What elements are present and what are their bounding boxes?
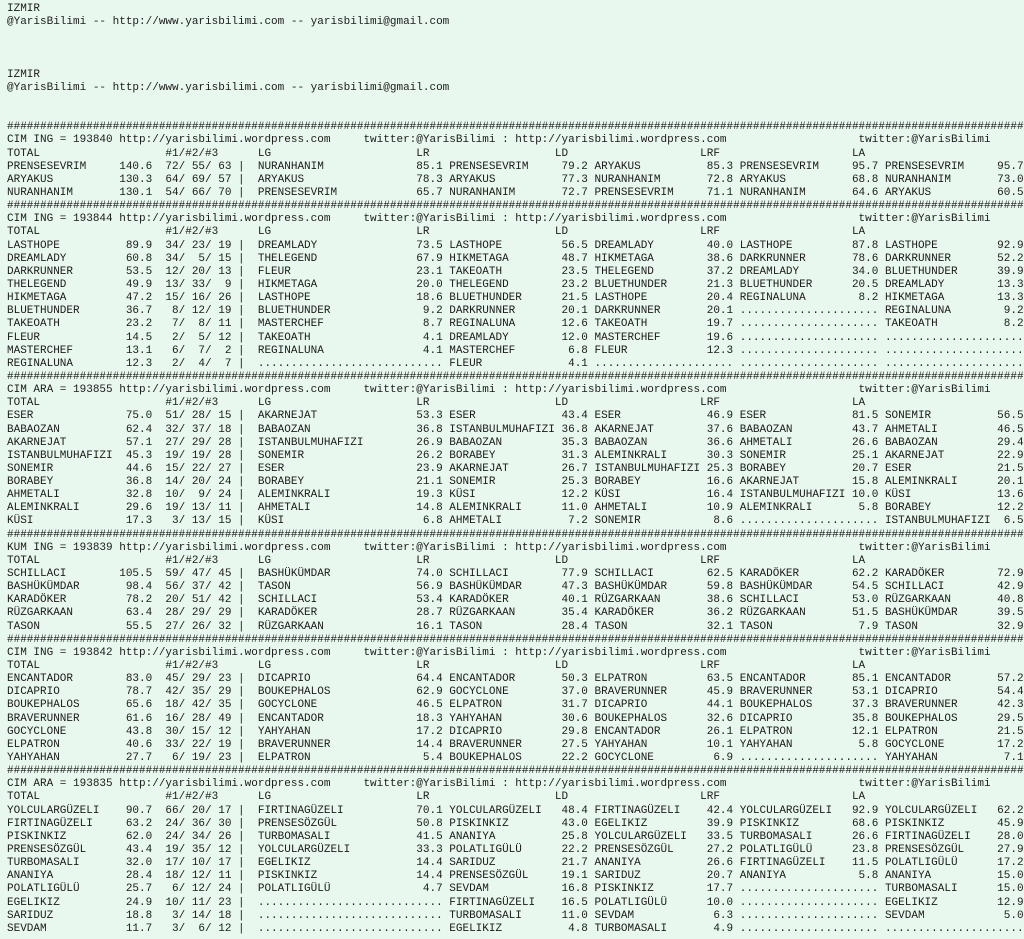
- stats-row: PISKINKIZ 62.0 24/ 34/ 26 | TURBOMASALI 41.5 ANANIYA 25.8 YOLCULARGÜZELI 33.5 TURBOMASALI 26.6 FIRTINAGÜZELI 28.0: [7, 830, 1024, 843]
- stats-row: PRENSESEVRIM 140.6 72/ 55/ 63 | NURANHANIM 85.1 PRENSESEVRIM 79.2 ARYAKUS 85.3 PRENSESEVRIM 95.7 PRENSESEVRIM 95.7: [7, 160, 1024, 173]
- stats-row: EGELIKIZ 24.9 10/ 11/ 23 | ............................ FIRTINAGÜZELI 16.5 POLATLIGÜLÜ 10.0 ..................... EGELIKIZ 12.9: [7, 896, 1024, 909]
- blank-line: [7, 95, 1024, 108]
- section-title: CIM ING = 193844 http://yarisbilimi.wordpress.com twitter:@YarisBilimi : http://yarisbilimi.wordpress.com twitter:@YarisBilimi: [7, 213, 991, 226]
- stats-row: GOCYCLONE 43.8 30/ 15/ 12 | YAHYAHAN 17.2 DICAPRIO 29.8 ENCANTADOR 26.1 ELPATRON 12.1 ELPATRON 21.5: [7, 725, 1024, 738]
- blank-line: [7, 42, 1024, 55]
- section-separator: ##########################################################################################################################################################: [7, 765, 1024, 778]
- stats-row: BOUKEPHALOS 65.6 18/ 42/ 35 | GOCYCLONE 46.5 ELPATRON 31.7 DICAPRIO 44.1 BOUKEPHALOS 37.3 BRAVERUNNER 42.3: [7, 699, 1024, 712]
- blank-line: [7, 108, 1024, 121]
- stats-row: ELPATRON 40.6 33/ 22/ 19 | BRAVERUNNER 14.4 BRAVERUNNER 27.5 YAHYAHAN 10.1 YAHYAHAN 5.8 GOCYCLONE 17.2: [7, 738, 1024, 751]
- column-header-row: TOTAL #1/#2/#3 LG LR LD LRF LA: [7, 226, 866, 239]
- stats-row: ENCANTADOR 83.0 45/ 29/ 23 | DICAPRIO 64.4 ENCANTADOR 50.3 ELPATRON 63.5 ENCANTADOR 85.1 ENCANTADOR 57.2: [7, 673, 1024, 686]
- sections-container: [7, 121, 1024, 936]
- stats-row: SEVDAM 11.7 3/ 6/ 12 | ............................ EGELIKIZ 4.8 TURBOMASALI 4.9 ..................... .....................: [7, 922, 1024, 935]
- stats-row: ESER 75.0 51/ 28/ 15 | AKARNEJAT 53.3 ESER 43.4 ESER 46.9 ESER 81.5 SONEMIR 56.5: [7, 410, 1024, 423]
- column-header-row: TOTAL #1/#2/#3 LG LR LD LRF LA: [7, 554, 866, 567]
- stats-row: KÜSI 17.3 3/ 13/ 15 | KÜSI 6.8 AHMETALI 7.2 SONEMIR 8.6 ..................... ISTANBULMUHAFIZI 6.5: [7, 515, 1024, 528]
- section-separator: ##########################################################################################################################################################: [7, 370, 1024, 383]
- stats-row: DICAPRIO 78.7 42/ 35/ 29 | BOUKEPHALOS 62.9 GOCYCLONE 37.0 BRAVERUNNER 45.9 BRAVERUNNER 53.1 DICAPRIO 54.4: [7, 686, 1024, 699]
- column-header-row: TOTAL #1/#2/#3 LG LR LD LRF LA: [7, 660, 866, 673]
- stats-row: LASTHOPE 89.9 34/ 23/ 19 | DREAMLADY 73.5 LASTHOPE 56.5 DREAMLADY 40.0 LASTHOPE 87.8 LASTHOPE 92.9: [7, 239, 1024, 252]
- stats-row: TURBOMASALI 32.0 17/ 10/ 17 | EGELIKIZ 14.4 SARIDUZ 21.7 ANANIYA 26.6 FIRTINAGÜZELI 11.5 POLATLIGÜLÜ 17.2: [7, 857, 1024, 870]
- stats-row: THELEGEND 49.9 13/ 33/ 9 | HIKMETAGA 20.0 THELEGEND 23.2 BLUETHUNDER 21.3 BLUETHUNDER 20.5 DREAMLADY 13.3: [7, 278, 1024, 291]
- stats-row: DARKRUNNER 53.5 12/ 20/ 13 | FLEUR 23.1 TAKEOATH 23.5 THELEGEND 37.2 DREAMLADY 34.0 BLUETHUNDER 39.9: [7, 265, 1024, 278]
- stats-row: FLEUR 14.5 2/ 5/ 12 | TAKEOATH 4.1 DREAMLADY 12.0 MASTERCHEF 19.6 ..................... .....................: [7, 331, 1024, 344]
- masthead-city: IZMIR: [7, 68, 41, 81]
- stats-row: TASON 55.5 27/ 26/ 32 | RÜZGARKAAN 16.1 TASON 28.4 TASON 32.1 TASON 7.9 TASON 32.9: [7, 620, 1024, 633]
- stats-row: FIRTINAGÜZELI 63.2 24/ 36/ 30 | PRENSESÖZGÜL 50.8 PISKINKIZ 43.0 EGELIKIZ 39.9 PISKINKIZ 68.6 PISKINKIZ 45.9: [7, 817, 1024, 830]
- stats-row: REGINALUNA 12.3 2/ 4/ 7 | ............................ FLEUR 4.1 ..................... ..................... .....................: [7, 357, 1024, 370]
- blank-line: [7, 56, 1024, 69]
- stats-row: SARIDUZ 18.8 3/ 14/ 18 | ............................ TURBOMASALI 11.0 SEVDAM 6.3 ..................... SEVDAM 5.0: [7, 909, 1024, 922]
- stats-row: POLATLIGÜLÜ 25.7 6/ 12/ 24 | POLATLIGÜLÜ 4.7 SEVDAM 16.8 PISKINKIZ 17.7 ..................... TURBOMASALI 15.0: [7, 883, 1024, 896]
- stats-row: HIKMETAGA 47.2 15/ 16/ 26 | LASTHOPE 18.6 BLUETHUNDER 21.5 LASTHOPE 20.4 REGINALUNA 8.2 HIKMETAGA 13.3: [7, 292, 1024, 305]
- masthead-contact: @YarisBilimi -- http://www.yarisbilimi.com -- yarisbilimi@gmail.com: [7, 81, 450, 94]
- section-separator: ##########################################################################################################################################################: [7, 633, 1024, 646]
- section-title: CIM ING = 193842 http://yarisbilimi.wordpress.com twitter:@YarisBilimi : http://yarisbilimi.wordpress.com twitter:@YarisBilimi: [7, 646, 991, 659]
- stats-row: AKARNEJAT 57.1 27/ 29/ 28 | ISTANBULMUHAFIZI 26.9 BABAOZAN 35.3 BABAOZAN 36.6 AHMETALI 26.6 BABAOZAN 29.4: [7, 436, 1024, 449]
- section-title: CIM ING = 193840 http://yarisbilimi.wordpress.com twitter:@YarisBilimi : http://yarisbilimi.wordpress.com twitter:@YarisBilimi: [7, 134, 991, 147]
- stats-row: TAKEOATH 23.2 7/ 8/ 11 | MASTERCHEF 8.7 REGINALUNA 12.6 TAKEOATH 19.7 ..................... TAKEOATH 8.2: [7, 318, 1024, 331]
- blank-line: [7, 29, 1024, 42]
- section-title: KUM ING = 193839 http://yarisbilimi.wordpress.com twitter:@YarisBilimi : http://yarisbilimi.wordpress.com twitter:@YarisBilimi: [7, 541, 991, 554]
- column-header-row: TOTAL #1/#2/#3 LG LR LD LRF LA: [7, 791, 866, 804]
- section-title: CIM ARA = 193835 http://yarisbilimi.wordpress.com twitter:@YarisBilimi : http://yarisbilimi.wordpress.com twitter:@YarisBilimi: [7, 778, 991, 791]
- stats-row: DREAMLADY 60.8 34/ 5/ 15 | THELEGEND 67.9 HIKMETAGA 48.7 HIKMETAGA 38.6 DARKRUNNER 78.6 DARKRUNNER 52.2: [7, 252, 1024, 265]
- stats-row: ANANIYA 28.4 18/ 12/ 11 | PISKINKIZ 14.4 PRENSESÖZGÜL 19.1 SARIDUZ 20.7 ANANIYA 5.8 ANANIYA 15.0: [7, 870, 1024, 883]
- stats-row: RÜZGARKAAN 63.4 28/ 29/ 29 | KARADÖKER 28.7 RÜZGARKAAN 35.4 KARADÖKER 36.2 RÜZGARKAAN 51.5 BASHÜKÜMDAR 39.5: [7, 607, 1024, 620]
- stats-row: BRAVERUNNER 61.6 16/ 28/ 49 | ENCANTADOR 18.3 YAHYAHAN 30.6 BOUKEPHALOS 32.6 DICAPRIO 35.8 BOUKEPHALOS 29.5: [7, 712, 1024, 725]
- stats-row: BABAOZAN 62.4 32/ 37/ 18 | BABAOZAN 36.8 ISTANBULMUHAFIZI 36.8 AKARNEJAT 37.6 BABAOZAN 43.7 AHMETALI 46.5: [7, 423, 1024, 436]
- stats-row: ISTANBULMUHAFIZI 45.3 19/ 19/ 28 | SONEMIR 26.2 BORABEY 31.3 ALEMINKRALI 30.3 SONEMIR 25.1 AKARNEJAT 22.9: [7, 449, 1024, 462]
- masthead-contact: @YarisBilimi -- http://www.yarisbilimi.com -- yarisbilimi@gmail.com: [7, 16, 450, 29]
- stats-row: PRENSESÖZGÜL 43.4 19/ 35/ 12 | YOLCULARGÜZELI 33.3 POLATLIGÜLÜ 22.2 PRENSESÖZGÜL 27.2 POLATLIGÜLÜ 23.8 PRENSESÖZGÜL 27.9: [7, 844, 1024, 856]
- section-separator: ##########################################################################################################################################################: [7, 528, 1024, 541]
- column-header-row: TOTAL #1/#2/#3 LG LR LD LRF LA: [7, 397, 866, 410]
- stats-row: BASHÜKÜMDAR 98.4 56/ 37/ 42 | TASON 56.9 BASHÜKÜMDAR 47.3 BASHÜKÜMDAR 59.8 BASHÜKÜMDAR 54.5 SCHILLACI 42.9: [7, 581, 1024, 594]
- stats-row: AHMETALI 32.8 10/ 9/ 24 | ALEMINKRALI 19.3 KÜSI 12.2 KÜSI 16.4 ISTANBULMUHAFIZI 10.0 KÜSI 13.6: [7, 489, 1024, 502]
- stats-row: YOLCULARGÜZELI 90.7 66/ 20/ 17 | FIRTINAGÜZELI 70.1 YOLCULARGÜZELI 48.4 FIRTINAGÜZELI 42.4 YOLCULARGÜZELI 92.9 YOLCULARGÜZELI 62.2: [7, 804, 1024, 817]
- stats-row: ALEMINKRALI 29.6 19/ 13/ 11 | AHMETALI 14.8 ALEMINKRALI 11.0 AHMETALI 10.9 ALEMINKRALI 5.8 BORABEY 12.2: [7, 502, 1024, 515]
- section-separator: ##########################################################################################################################################################: [7, 121, 1024, 134]
- section-separator: ##########################################################################################################################################################: [7, 200, 1024, 213]
- stats-row: MASTERCHEF 13.1 6/ 7/ 2 | REGINALUNA 4.1 MASTERCHEF 6.8 FLEUR 12.3 ..................... .....................: [7, 344, 1024, 357]
- stats-row: NURANHANIM 130.1 54/ 66/ 70 | PRENSESEVRIM 65.7 NURANHANIM 72.7 PRENSESEVRIM 71.1 NURANHANIM 64.6 ARYAKUS 60.5: [7, 186, 1024, 199]
- stats-row: ARYAKUS 130.3 64/ 69/ 57 | ARYAKUS 78.3 ARYAKUS 77.3 NURANHANIM 72.8 ARYAKUS 68.8 NURANHANIM 73.0: [7, 173, 1024, 186]
- stats-row: BLUETHUNDER 36.7 8/ 12/ 19 | BLUETHUNDER 9.2 DARKRUNNER 20.1 DARKRUNNER 20.1 ..................... REGINALUNA 9.2: [7, 305, 1024, 318]
- stats-row: SCHILLACI 105.5 59/ 47/ 45 | BASHÜKÜMDAR 74.0 SCHILLACI 77.9 SCHILLACI 62.5 KARADÖKER 62.2 KARADÖKER 72.9: [7, 568, 1024, 581]
- report-document: [7, 3, 1024, 936]
- column-header-row: TOTAL #1/#2/#3 LG LR LD LRF LA: [7, 147, 866, 160]
- stats-row: SONEMIR 44.6 15/ 22/ 27 | ESER 23.9 AKARNEJAT 26.7 ISTANBULMUHAFIZI 25.3 BORABEY 20.7 ESER 21.5: [7, 462, 1024, 475]
- stats-row: YAHYAHAN 27.7 6/ 19/ 23 | ELPATRON 5.4 BOUKEPHALOS 22.2 GOCYCLONE 6.9 ..................... YAHYAHAN 7.1: [7, 752, 1024, 765]
- stats-row: BORABEY 36.8 14/ 20/ 24 | BORABEY 21.1 SONEMIR 25.3 BORABEY 16.6 AKARNEJAT 15.8 ALEMINKRALI 20.1: [7, 476, 1024, 489]
- stats-row: KARADÖKER 78.2 20/ 51/ 42 | SCHILLACI 53.4 KARADÖKER 40.1 RÜZGARKAAN 38.6 SCHILLACI 53.0 RÜZGARKAAN 40.8: [7, 594, 1024, 607]
- masthead-city: IZMIR: [7, 3, 41, 15]
- section-title: CIM ARA = 193855 http://yarisbilimi.wordpress.com twitter:@YarisBilimi : http://yarisbilimi.wordpress.com twitter:@YarisBilimi: [7, 384, 991, 397]
